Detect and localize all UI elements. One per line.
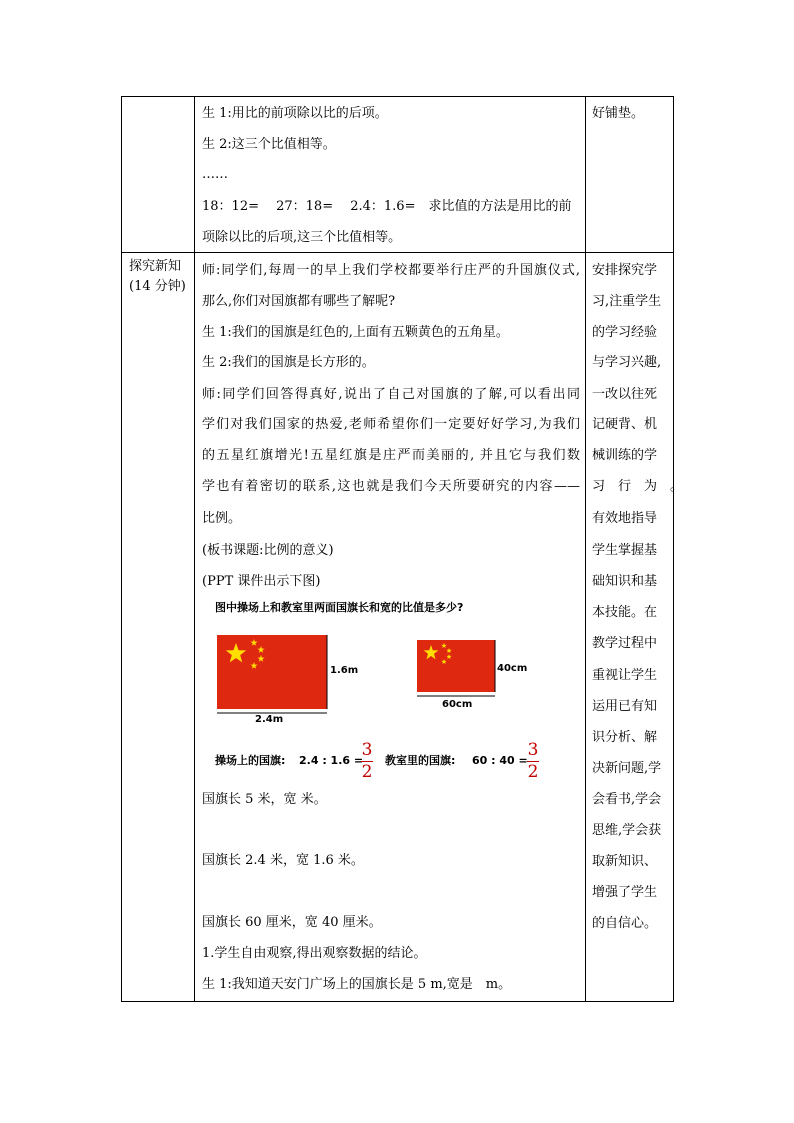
side-line: 的学习经验 [592,325,658,340]
eq1-ratio: 2.4 : 1.6 = [299,754,364,767]
text-line: 国旗长 5 米，宽 米。 [202,792,327,807]
flag2-width-label: 60cm [442,699,473,710]
side-line: 习 行 为 。 [592,479,684,494]
text-line: (板书课题:比例的意义) [202,543,334,558]
column-divider [585,97,586,1001]
text-line: 师:同学们,每周一的早上我们学校都要举行庄严的升国旗仪式, [202,263,580,278]
playground-flag [217,635,327,709]
eq2-denominator: 2 [527,762,539,782]
text-line: 国旗长 2.4 米，宽 1.6 米。 [202,853,364,868]
side-line: 有效地指导 [592,511,658,526]
eq2-numerator: 3 [527,740,539,760]
text-line: 学们对我们国家的热爱,老师希望你们一定要好好学习,为我们 [202,417,580,432]
side-line: 思维,学会获 [592,823,662,838]
side-line: 习,注重学生 [592,294,662,309]
text-line: 生 1:我们的国旗是红色的,上面有五颗黄色的五角星。 [202,325,509,340]
side-line: 增强了学生 [592,885,658,900]
text-line: 1.学生自由观察,得出观察数据的结论。 [202,946,427,961]
side-line: 安排探究学 [592,263,658,278]
text-line: 项除以比的后项,这三个比值相等。 [202,230,402,245]
text-line: 学也有着密切的联系,这也就是我们今天所要研究的内容—— [202,479,580,494]
side-line: 械训练的学 [592,448,658,463]
side-line: 一改以往死 [592,387,658,402]
column-divider [194,97,195,1001]
flag1-width-label: 2.4m [255,714,284,725]
side-line: 会看书,学会 [592,792,662,807]
flag1-height-label: 1.6m [330,665,359,676]
side-line: 的自信心。 [592,916,658,931]
row1-side-text: 好铺垫。 [592,106,645,121]
text-line: 生 1:我知道天安门广场上的国旗长是 5 m,宽是 m。 [202,977,512,992]
side-line: 决新问题,学 [592,761,662,776]
side-line: 识分析、解 [592,730,658,745]
eq2-label: 教室里的国旗: [385,754,456,767]
side-line: 运用已有知 [592,699,658,714]
side-line: 与学习兴趣, [592,355,662,370]
text-line: 那么,你们对国旗都有哪些了解呢? [202,294,396,309]
section-duration: (14 分钟) [129,279,186,294]
text-line: 生 2:我们的国旗是长方形的。 [202,355,375,370]
text-line: 师:同学们回答得真好,说出了自己对国旗的了解,可以看出同 [202,387,580,402]
row-divider [122,252,673,253]
side-line: 学生掌握基 [592,543,658,558]
text-line: 生 2:这三个比值相等。 [202,137,336,152]
flag2-height-label: 40cm [497,663,528,674]
text-line: (PPT 课件出示下图) [202,574,321,589]
side-line: 础知识和基 [592,574,658,589]
side-line: 本技能。在 [592,605,658,620]
classroom-flag [417,640,495,692]
lesson-plan-table [121,96,684,1002]
side-line: 记硬背、机 [592,417,658,432]
text-line: 的五星红旗增光!五星红旗是庄严而美丽的, 并且它与我们数 [202,448,580,463]
text-line: 生 1:用比的前项除以比的后项。 [202,106,388,121]
section-label: 探究新知 [129,259,182,274]
side-line: 取新知识、 [592,854,658,869]
eq1-numerator: 3 [361,740,373,760]
text-line: 18：12= 27：18= 2.4：1.6= 求比值的方法是用比的前 [202,199,572,214]
eq1-label: 操场上的国旗: [215,754,286,767]
figure-title: 图中操场上和教室里两面国旗长和宽的比值是多少? [215,601,464,614]
text-line: 比例。 [202,511,242,526]
text-line: 国旗长 60 厘米，宽 40 厘米。 [202,915,382,930]
eq1-denominator: 2 [361,762,373,782]
side-line: 重视让学生 [592,668,658,683]
side-line: 教学过程中 [592,636,658,651]
text-line: …… [202,167,228,182]
eq2-ratio: 60 : 40 = [472,754,528,767]
